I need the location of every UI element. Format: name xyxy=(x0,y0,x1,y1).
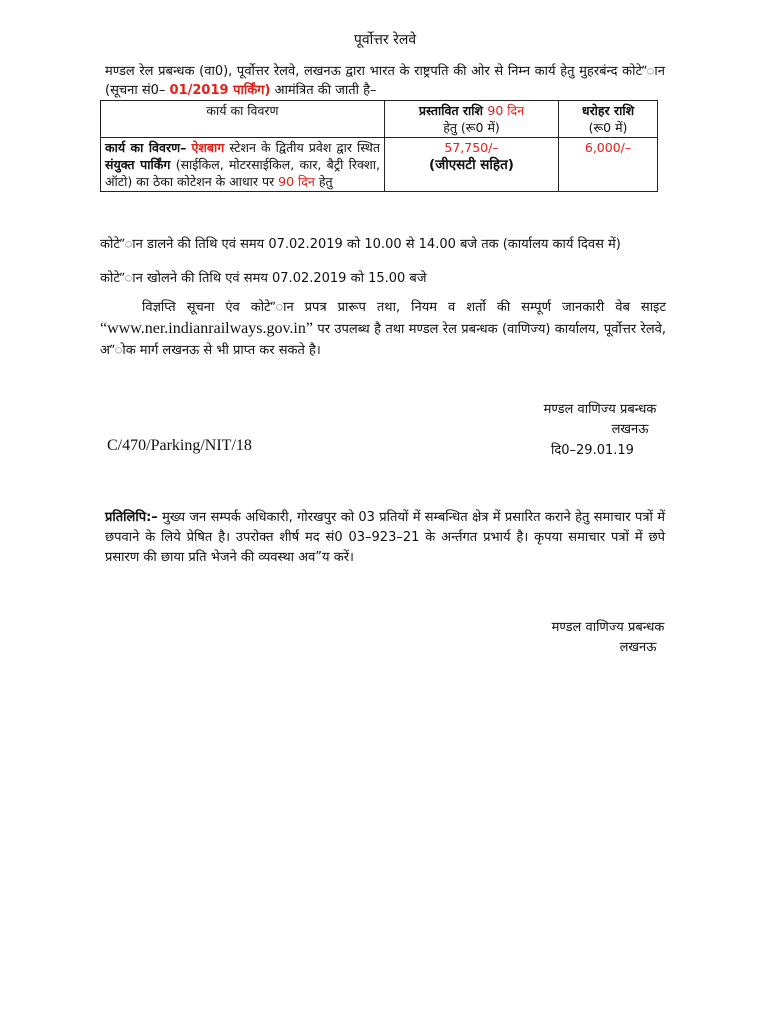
reference-number: C/470/Parking/NIT/18 xyxy=(107,437,252,454)
header-deposit xyxy=(559,101,658,138)
signature-block-2 xyxy=(528,618,688,658)
intro-paragraph xyxy=(105,62,665,100)
desc-part-1: स्टेशन के द्वितीय प्रवेश द्वार स्थित xyxy=(224,140,380,155)
header-deposit-b: (रू0 में) xyxy=(588,120,628,135)
work-description xyxy=(101,138,385,192)
info-text-after: पर उपलब्ध है तथा मण्डल रेल प्रबन्धक (वाणिज्य) कार्यालय, पूर्वोत्तर रेलवे, अ”ोक मार्ग लखनऊ से भी प्राप्त कर सकते है। xyxy=(100,322,666,358)
desc-part-2: (साईकिल, मोटरसाईकिल, कार, बैट्री रिक्शा, ऑटो) का ठेका कोटेशन के आधार पर xyxy=(105,157,380,189)
opening-date: कोटे”ान खोलने की तिथि एवं समय 07.02.2019 को 15.00 बजे xyxy=(100,271,427,286)
copy-label: प्रतिलिपि:– xyxy=(105,510,158,525)
deposit-value: 6,000/– xyxy=(584,140,632,155)
signatory-designation-2: मण्डल वाणिज्य प्रबन्धक xyxy=(551,620,665,635)
row-label: कार्य का विवरण– xyxy=(105,140,187,155)
parking-type: संयुक्त पार्किंग xyxy=(105,157,171,172)
signatory-place: लखनऊ xyxy=(611,422,649,437)
signatory-designation: मण्डल वाणिज्य प्रबन्धक xyxy=(543,402,657,417)
signatory-place-2: लखनऊ xyxy=(619,640,657,655)
reference-date: दि0–29.01.19 xyxy=(551,443,634,458)
header-work: कार्य का विवरण xyxy=(101,101,385,138)
copy-text: मुख्य जन सम्पर्क अधिकारी, गोरखपुर को 03 प्रतियों में सम्बन्धित क्षेत्र में प्रसारित कराने हेतु समाचार पत्रों में छपवाने के लिये प्रेषित है। उपरोक्त शीर्ष मद सं0 03–923–21 के अर्न्तगत प्रभार्य है। कृपया समाचार पत्रों में छपे प्रसारण की छाया प्रति भेजने की व्यवस्था अव”य करें। xyxy=(105,510,665,565)
notice-number: 01/2019 पार्किंग) xyxy=(169,83,271,98)
desc-part-3: हेतु xyxy=(314,174,333,189)
duration-days: 90 दिन xyxy=(278,174,315,189)
header-amount xyxy=(385,101,559,138)
submission-date: कोटे”ान डालने की तिथि एवं समय 07.02.2019 को 10.00 से 14.00 बजे तक (कार्यालय कार्य दिवस में) xyxy=(100,237,621,252)
signature-block-1 xyxy=(520,400,680,440)
document-title: पूर्वोत्तर रेलवे xyxy=(353,32,417,48)
copy-paragraph xyxy=(105,508,665,568)
gst-note: (जीएसटी सहित) xyxy=(429,157,514,173)
website-link[interactable]: “www.ner.indianrailways.gov.in” xyxy=(100,320,313,337)
tender-table xyxy=(100,100,658,192)
header-amount-a: प्रस्तावित राशि xyxy=(418,103,488,118)
deposit-cell xyxy=(559,138,658,192)
header-amount-b: हेतु (रू0 में) xyxy=(443,120,500,135)
intro-text-after: आमंत्रित की जाती है– xyxy=(270,83,377,98)
amount-cell xyxy=(385,138,559,192)
station-name: ऐशबाग xyxy=(191,140,225,155)
table-header-row xyxy=(101,101,658,138)
intro-text-before: मण्डल रेल प्रबन्धक (वा0), पूर्वोत्तर रेलवे, लखनऊ द्वारा भारत के राष्ट्रपति की ओर से निम्न कार्य हेतु मुहरबंन्द कोटे”ान (सूचना सं0– xyxy=(105,64,665,98)
header-amount-days: 90 दिन xyxy=(487,103,525,118)
info-text-before: विज्ञप्ति सूचना एंव कोटे”ान प्रपत्र प्रारूप तथा, नियम व शर्तो की सम्पूर्ण जानकारी वेब साइट xyxy=(142,300,666,315)
info-paragraph xyxy=(100,297,666,361)
header-deposit-a: धरोहर राशि xyxy=(581,103,635,118)
table-row xyxy=(101,138,658,192)
amount-value: 57,750/– xyxy=(444,140,499,155)
